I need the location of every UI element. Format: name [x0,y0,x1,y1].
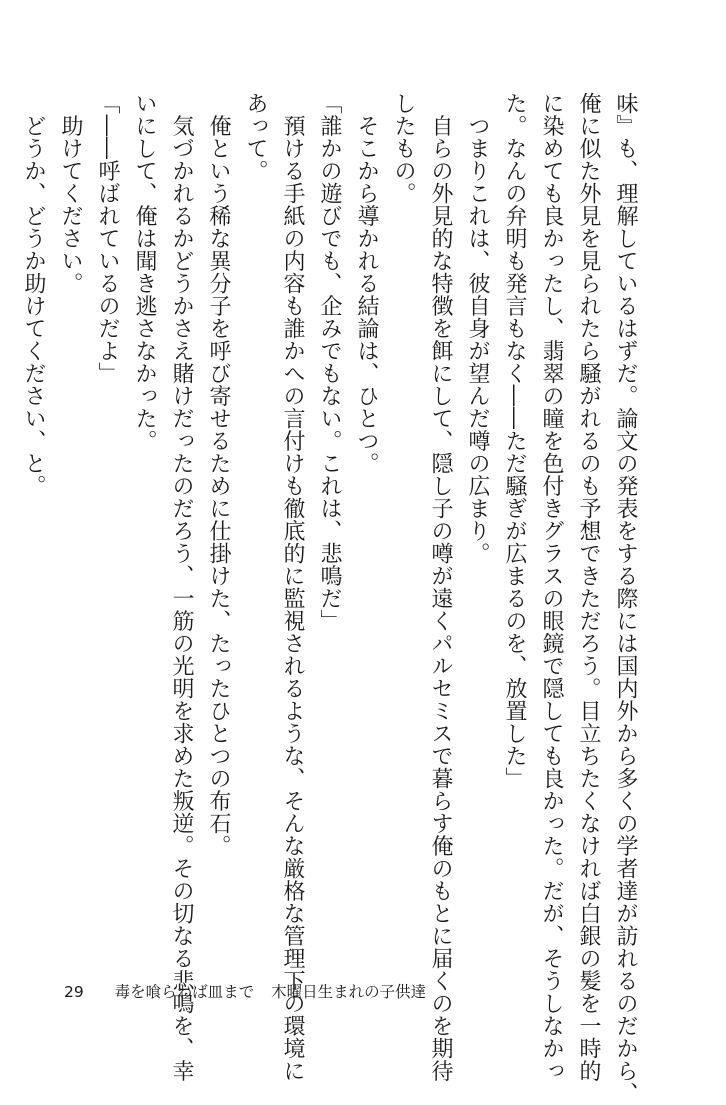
text-line: つまりこれは、彼自身が望んだ噂の広まり。 [465,92,490,565]
text-line: 自らの外見的な特徴を餌にして、隠し子の噂が遠くパルセミスで暮らす俺のもとに届くのを期待 [428,92,453,1082]
text-line: 「――呼ばれているのだよ」 [95,92,120,385]
text-line: に染めても良かったし、翡翠の瞳を色付きグラスの眼鏡で隠しても良かった。だが、そうしなかっ [539,92,564,1082]
text-line: どうか、どうか助けてください、と。 [21,92,46,497]
text-line: た。なんの弁明も発言もなく――ただ騒ぎが広まるのを、放置した」 [502,92,527,790]
text-line: 「誰かの遊びでも、企みでもない。これは、悲鳴だ」 [317,92,342,632]
text-line: あって。 [243,92,268,182]
text-line: 気づかれるかどうかさえ賭けだったのだろう、一筋の光明を求めた叛逆。その切なる悲鳴を、幸 [169,92,194,1082]
page-footer [64,980,426,1002]
book-title: 毒を喰らわば皿まで [114,983,255,1001]
text-line: したもの。 [391,92,416,205]
text-line: 預ける手紙の内容も誰かへの言付けも徹底的に監視されるような、そんな厳格な管理下の環境に [280,92,305,1082]
chapter-title: 木曜日生まれの子供達 [271,983,427,1001]
text-line: いにして、俺は聞き逃さなかった。 [132,92,157,452]
text-line: そこから導かれる結論は、ひとつ。 [354,92,379,475]
page-number: 29 [64,983,84,1001]
text-line: 助けてください。 [58,92,83,295]
text-line: 俺という稀な異分子を呼び寄せるために仕掛けた、たったひとつの布石。 [206,92,231,857]
text-line: 味』も、理解しているはずだ。論文の発表をする際には国内外から多くの学者達が訪れるのだから、 [613,92,638,1105]
text-line: 俺に似た外見を見られたら騒がれるのも予想できただろう。目立ちたくなければ白銀の髪を一時的 [576,92,601,1082]
